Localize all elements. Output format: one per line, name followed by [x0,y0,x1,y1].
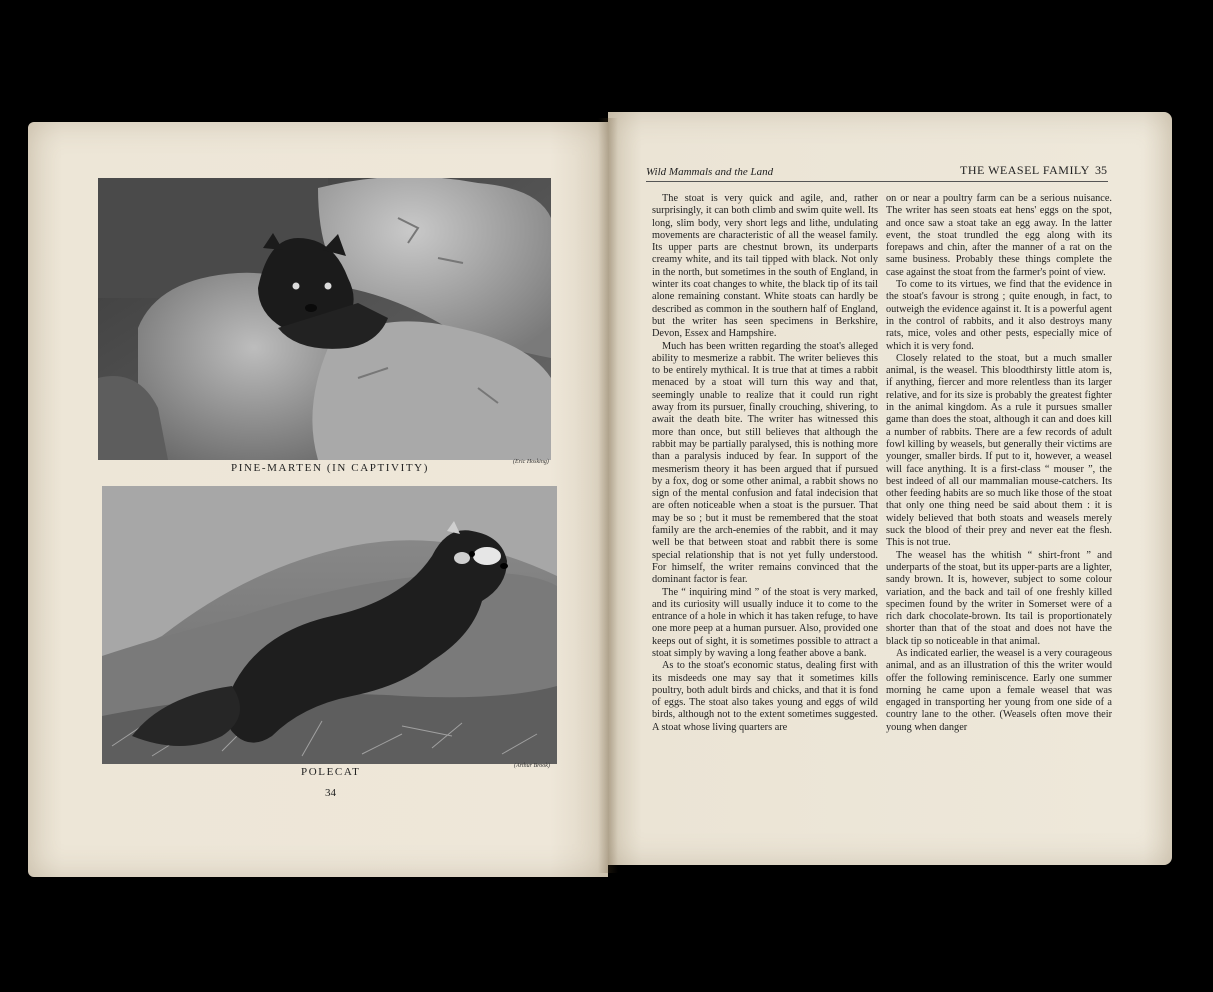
paragraph: Closely related to the stoat, but a much smaller animal, is the weasel. This bloodthirsty little atom is, if anything, fiercer and more relentless than its larger relative, and for its size is probably the greatest fighter in the animal kingdom. As a rule it pursues smaller game than does the stoat, although it can and does kill a number of rabbits. There are a few records of adult fowl killing by weasels, but generally their victims are younger, smaller birds. If put to it, however, a weasel will face anything. It is a first-class “ mouser ”, the best indeed of all our mammalian mouse-catchers. Its other feeding habits are so much like those of the stoat that only one thing need be said about them : it is widely believed that both stoats and weasels merely suck the blood of their prey and never eat the flesh. This is not true. [886,352,1112,549]
pine-marten-photo [98,178,551,460]
running-head-book-title: Wild Mammals and the Land [646,166,774,178]
pine-marten-image [98,178,551,460]
text-column-1 [652,193,878,734]
paragraph: The stoat is very quick and agile, and, rather surprisingly, it can both climb and swim quite well. Its long, slim body, very short legs and lithe, undulating movements are characteristic of all the weasel family. Its upper parts are chestnut brown, its underparts creamy white, and its tail tipped with black. Not only in the north, but sometimes in the south of England, in winter its coat changes to white, the black tip of its tail alone remaining constant. White stoats can hardly be described as common in the southern half of England, but the writer has seen specimens in Berkshire, Devon, Essex and Hampshire. [652,193,878,340]
right-page-number: 35 [1095,163,1107,177]
running-head-chapter-title: THE WEASEL FAMILY [960,163,1090,177]
paragraph: The “ inquiring mind ” of the stoat is very marked, and its curiosity will usually induce it to come to the entrance of a hole in which it has taken refuge, to have one more peep at a human pursuer. Also, provided one keeps out of sight, it is sometimes possible to attract a stoat simply by waving a long feather above a bank. [652,586,878,659]
header-rule [646,181,1108,182]
paragraph: As to the stoat's economic status, dealing first with its misdeeds one may say that it sometimes kills poultry, both adult birds and chicks, and that it is fond of eggs. The stoat also takes young and eggs of wild birds, although not to the extent sometimes suggested. A stoat whose living quarters are [652,660,878,733]
photo1-caption: PINE-MARTEN (IN CAPTIVITY) [231,462,429,474]
photo1-credit: (Eric Hosking) [513,459,549,465]
polecat-image [102,486,557,764]
paragraph-continued: on or near a poultry farm can be a serious nuisance. The writer has seen stoats eat hens' eggs on the spot, and once saw a stoat take an egg away. In the latter event, the stoat trundled the egg along with its forepaws and chin, after the manner of a rat on the same business. Probably these things complete the case against the stoat from the farmer's point of view. [886,193,1112,278]
paragraph: To come to its virtues, we find that the evidence in the stoat's favour is strong ; quite enough, in fact, to outweigh the evidence against it. It is a powerful agent in the control of rabbits, and it also destroys many rats, mice, voles and other pests, especially mice of which it is very fond. [886,279,1112,352]
paragraph: The weasel has the whitish “ shirt-front ” and underparts of the stoat, but its upper-parts are a lighter, sandy brown. It is, however, subject to some colour variation, and the back and tail of one freshly killed specimen found by the writer in Somerset were of a rich dark chocolate-brown. Its tail is proportionately shorter than that of the stoat and does not have the black tip so noticeable in that animal. [886,549,1112,647]
left-page-number: 34 [325,787,336,799]
paragraph: As indicated earlier, the weasel is a very courageous animal, and as an illustration of this the writer would offer the following reminiscence. Early one summer morning he came upon a female weasel that was engaged in transporting her young from one side of a country lane to the other. (Weasels often move their young when danger [886,647,1112,733]
book-gutter [598,118,618,873]
paragraph: Much has been written regarding the stoat's alleged ability to mesmerize a rabbit. The writer believes this to be entirely mythical. It is true that at times a rabbit menaced by a stoat will turn this way and that, seemingly unable to realize that it could run right away from its pursuer, finally crouching, shivering, to await the death bite. The writer has witnessed this more than once, but still believes that although the rabbit may be partially paralysed, this is nothing more than a paralysis induced by fear. In support of the mesmerism theory it has been argued that if pursued by a fox, dog or some other animal, a rabbit shows no sign of the mental confusion and fatal indecision that are often noticeable when a stoat is the pursuer. That may be so ; but it must be remembered that the stoat family are the arch-enemies of the rabbit, and it may well be that between stoat and rabbit there is some special relationship that is not yet fully understood. For himself, the writer remains convinced that the dominant factor is fear. [652,340,878,586]
photo2-caption: POLECAT [301,766,361,778]
text-column-2 [886,193,1112,734]
polecat-photo [102,486,557,764]
photo2-credit: (Arthur Brook) [514,763,550,769]
